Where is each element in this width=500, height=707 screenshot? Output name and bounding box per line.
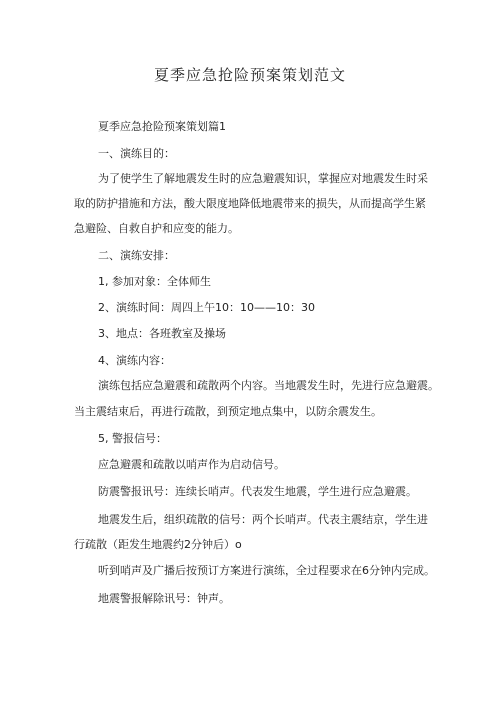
- paragraph-line: 当主震结束后，再进行疏散，到预定地点集中，以防余震发生。: [74, 405, 382, 418]
- section-heading-purpose: 一、演练目的：: [98, 147, 175, 160]
- paragraph-line: 防震警报讯号：连续长哨声。代表发生地震，学生进行应急避震。: [98, 485, 417, 498]
- paragraph-line: 急避险、自救自护和应变的能力。: [74, 222, 239, 235]
- paragraph-line: 应急避震和疏散以哨声作为启动信号。: [98, 458, 285, 471]
- paragraph-line: 行疏散（距发生地震约2分钟后）o: [74, 538, 242, 551]
- paragraph-line: 演练包括应急避震和疏散两个内容。当地震发生时，先进行应急避震。: [98, 379, 439, 392]
- section-heading-arrangement: 二、演练安排：: [98, 249, 175, 262]
- list-item: 3、地点：各班教室及操场: [98, 327, 226, 340]
- document-title: 夏季应急抢险预案策划范文: [153, 66, 346, 84]
- paragraph-line: 为了使学生了解地震发生时的应急避震知识，掌握应对地震发生时采: [98, 172, 428, 185]
- paragraph-line: 地震发生后，组织疏散的信号：两个长哨声。代表主震结京，学生进: [98, 513, 428, 526]
- list-item: 2、演练时间：周四上午10：10——10：30: [98, 301, 315, 314]
- list-item: 5, 警报信号：: [98, 432, 167, 445]
- section-heading-article: 夏季应急抢险预案策划篇1: [98, 120, 226, 133]
- list-item: 1, 参加对象：全体师生: [98, 275, 211, 288]
- paragraph-line: 取的防护措施和方法，酸大限度地降低地震带来的损失，从而提高学生紧: [74, 197, 426, 210]
- paragraph-line: 地震警报解除讯号：钟声。: [98, 592, 230, 605]
- list-item: 4、演练内容：: [98, 354, 171, 367]
- paragraph-line: 听到哨声及广播后按预订方案进行演练，全过程要求在6分钟内完成。: [98, 564, 435, 577]
